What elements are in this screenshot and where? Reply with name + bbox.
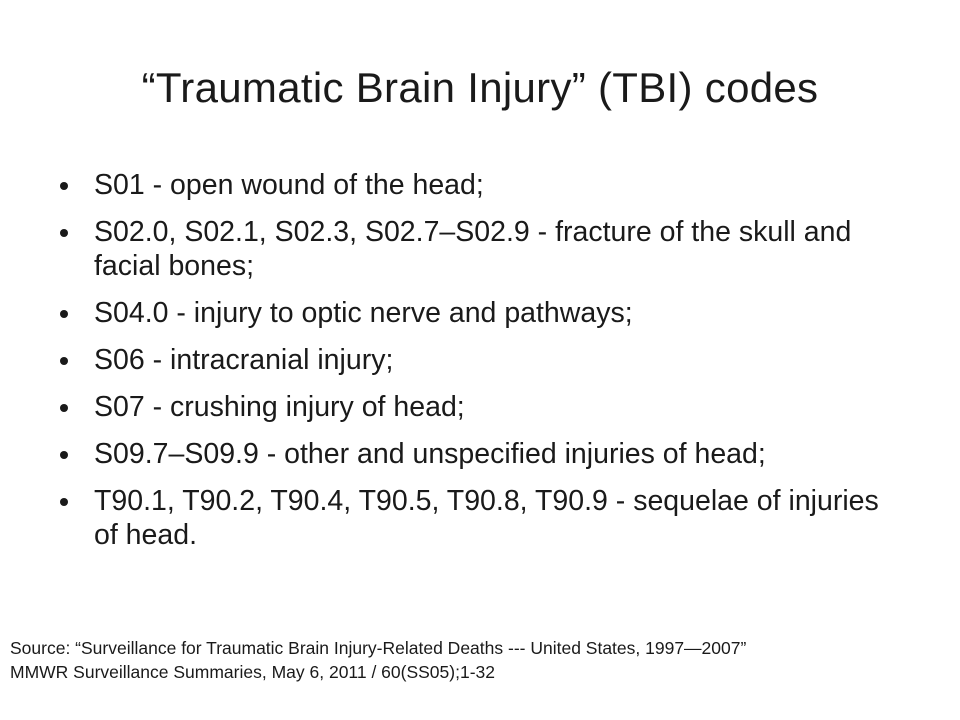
bullet-dot-icon	[60, 451, 68, 459]
slide-title: “Traumatic Brain Injury” (TBI) codes	[141, 64, 819, 111]
bullet-text: S09.7–S09.9 - other and unspecified injuries of head;	[94, 438, 766, 470]
bullet-item	[60, 390, 910, 424]
bullet-item	[60, 168, 910, 202]
bullet-dot-icon	[60, 229, 68, 237]
bullet-text: S06 - intracranial injury;	[94, 344, 394, 376]
bullet-item	[60, 343, 910, 377]
bullet-text: S02.0, S02.1, S02.3, S02.7–S02.9 - fracture of the skull and facial bones;	[94, 216, 852, 282]
bullet-item	[60, 215, 910, 283]
bullet-dot-icon	[60, 310, 68, 318]
source-line-2: MMWR Surveillance Summaries, May 6, 2011 / 60(SS05);1-32	[10, 662, 495, 682]
bullet-text: S01 - open wound of the head;	[94, 169, 484, 201]
bullet-dot-icon	[60, 498, 68, 506]
bullet-dot-icon	[60, 357, 68, 365]
source-citation	[10, 636, 950, 684]
bullet-item	[60, 484, 910, 552]
bullet-item	[60, 296, 910, 330]
bullet-dot-icon	[60, 404, 68, 412]
bullet-text: S07 - crushing injury of head;	[94, 391, 465, 423]
source-line-1: Source: “Surveillance for Traumatic Brain Injury-Related Deaths --- United States, 1997—2007”	[10, 638, 747, 658]
bullet-text: T90.1, T90.2, T90.4, T90.5, T90.8, T90.9 - sequelae of injuries of head.	[94, 485, 879, 551]
bullet-list	[60, 168, 910, 565]
bullet-dot-icon	[60, 182, 68, 190]
bullet-item	[60, 437, 910, 471]
bullet-text: S04.0 - injury to optic nerve and pathways;	[94, 297, 633, 329]
